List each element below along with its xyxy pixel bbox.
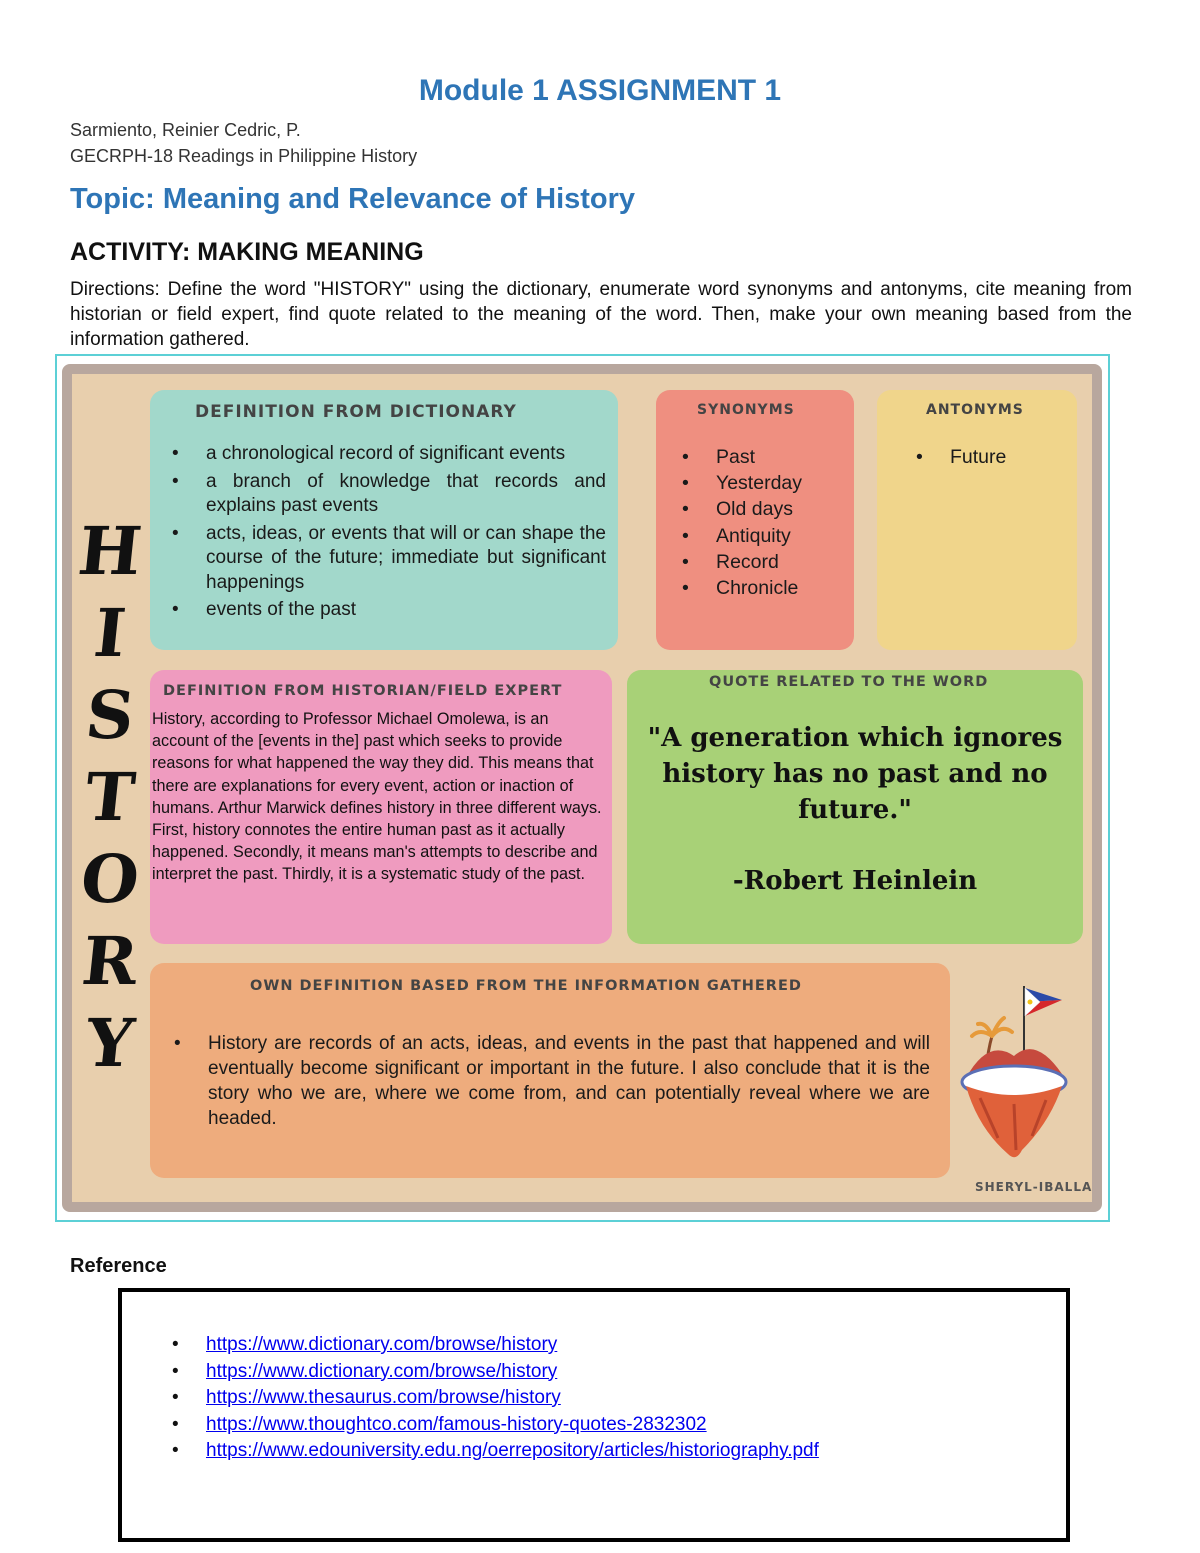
list-item: • Old days xyxy=(670,496,850,522)
reference-link[interactable]: https://www.thesaurus.com/browse/history xyxy=(206,1387,561,1408)
antonyms-heading: ANTONYMS xyxy=(926,402,1024,418)
reference-item xyxy=(160,1359,1040,1386)
vertical-letter: O xyxy=(77,840,143,918)
reference-item xyxy=(160,1438,1040,1465)
floating-island-illustration xyxy=(958,978,1070,1168)
vertical-letter: T xyxy=(81,758,139,836)
student-name: Sarmiento, Reinier Cedric, P. xyxy=(70,120,301,140)
list-item: • Chronicle xyxy=(670,575,850,601)
antonyms-list xyxy=(904,444,1064,470)
synonyms-heading: SYNONYMS xyxy=(697,402,795,418)
list-item: • Future xyxy=(904,444,1064,470)
dictionary-list xyxy=(160,442,606,626)
vertical-letter: R xyxy=(78,922,142,1000)
reference-heading: Reference xyxy=(70,1255,167,1277)
list-item: • events of the past xyxy=(160,598,606,623)
synonyms-list xyxy=(670,444,850,601)
vertical-history-word xyxy=(70,510,150,1084)
document-title: Module 1 ASSIGNMENT 1 xyxy=(418,74,782,107)
activity-directions: Directions: Define the word "HISTORY" using the dictionary, enumerate word synonyms and antonyms, cite meaning from historian or field expert, find quote related to the meaning of the word. Then, make your own meaning based from the information gathered. xyxy=(70,279,1132,350)
reference-item xyxy=(160,1412,1040,1439)
activity-title: ACTIVITY: MAKING MEANING xyxy=(70,238,424,266)
reference-item xyxy=(160,1385,1040,1412)
own-definition-list xyxy=(162,1031,930,1131)
vertical-letter: S xyxy=(82,676,138,754)
list-item: • a branch of knowledge that records and explains past events xyxy=(160,470,606,519)
list-item: • acts, ideas, or events that will or can shape the course of the future; immediate but significant happenings xyxy=(160,522,606,596)
course-name: GECRPH-18 Readings in Philippine History xyxy=(70,146,418,166)
reference-list xyxy=(160,1332,1040,1465)
artist-credit: SHERYL-IBALLA xyxy=(975,1180,1093,1194)
vertical-letter: Y xyxy=(82,1004,138,1082)
reference-link[interactable]: https://www.dictionary.com/browse/history xyxy=(206,1360,558,1382)
quote-author: -Robert Heinlein xyxy=(732,866,978,896)
antonyms-card xyxy=(877,390,1077,650)
reference-item xyxy=(160,1332,1040,1359)
vertical-letter: I xyxy=(90,594,130,672)
reference-link[interactable]: https://www.dictionary.com/browse/history xyxy=(206,1334,558,1355)
palm-leaves xyxy=(972,1018,1012,1036)
list-item: • a chronological record of significant events xyxy=(160,442,606,467)
quote-heading: QUOTE RELATED TO THE WORD xyxy=(709,674,989,690)
own-definition-heading: OWN DEFINITION BASED FROM THE INFORMATION GATHERED xyxy=(250,978,802,994)
list-item: • Antiquity xyxy=(670,523,850,549)
list-item: • Yesterday xyxy=(670,470,850,496)
reference-link[interactable]: https://www.thoughtco.com/famous-history-quotes-2832302 xyxy=(206,1413,707,1435)
list-item: • Past xyxy=(670,444,850,470)
dictionary-heading: DEFINITION FROM DICTIONARY xyxy=(195,402,517,422)
historian-definition: History, according to Professor Michael Omolewa, is an account of the [events in the] past which seeks to provide reasons for what happened the way they did. This means that there are explanations for every event, action or inaction of humans. Arthur Marwick defines history in three different ways. First, history connotes the entire human past as it actually happened. Secondly, it means man's attempts to describe and interpret the past. Thirdly, it is a systematic study of the past. xyxy=(152,710,602,884)
flag-sun xyxy=(1028,1000,1033,1005)
list-item: • Record xyxy=(670,549,850,575)
quote-text: "A generation which ignores history has no past and no future." xyxy=(647,723,1063,825)
vertical-letter: H xyxy=(74,512,146,590)
topic-heading: Topic: Meaning and Relevance of History xyxy=(70,183,636,215)
historian-heading: DEFINITION FROM HISTORIAN/FIELD EXPERT xyxy=(163,683,563,699)
list-item: • History are records of an acts, ideas, and events in the past that happened and will eventually become significant or important in the future. I also conclude that it is the story who we are, where we come from, and can potentially reveal where we are headed. xyxy=(162,1031,930,1131)
reference-link[interactable]: https://www.edouniversity.edu.ng/oerrepository/articles/historiography.pdf xyxy=(206,1440,819,1461)
